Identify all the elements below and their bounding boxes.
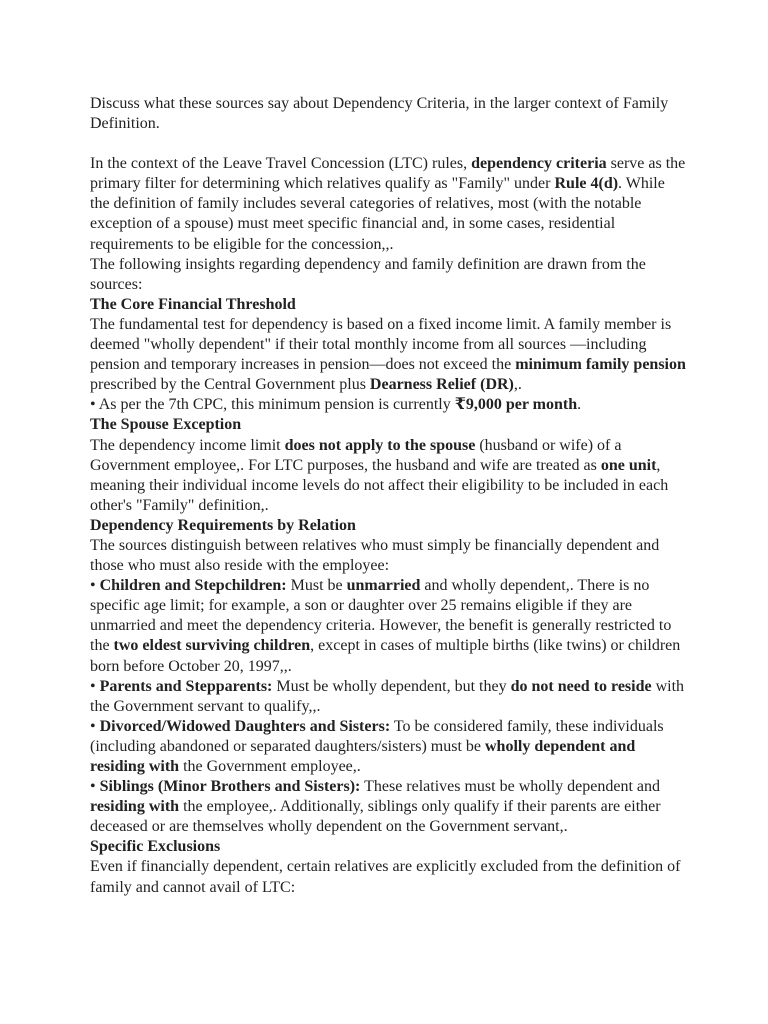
text: ,. bbox=[513, 376, 522, 394]
bold-text: Dearness Relief (DR) bbox=[369, 376, 514, 394]
bold-text: wholly dependent and residing with bbox=[90, 737, 636, 775]
text: In the context of the Leave Travel Concession (LTC) rules, bbox=[90, 155, 472, 173]
heading-dependency-requirements bbox=[90, 516, 686, 536]
text: To be considered family, these individuals (including abandoned or separated daughters/sisters) must be bbox=[90, 717, 664, 755]
bold-text: Children and Stepchildren: bbox=[99, 577, 287, 595]
text: • As per the 7th CPC, this minimum pension is currently bbox=[90, 396, 455, 414]
text: . While the definition of family includes several categories of relatives, most (with the notable exception of a spouse) must meet specific financial and, in some cases, residential requirements to be eligible for the concession,,. bbox=[90, 175, 665, 253]
text: with the Government servant to qualify,,. bbox=[90, 677, 685, 715]
document-body bbox=[90, 94, 686, 898]
bold-text: do not need to reside bbox=[510, 677, 652, 695]
bold-text: minimum family pension bbox=[515, 356, 686, 374]
text: The fundamental test for dependency is based on a fixed income limit. A family member is deemed "wholly dependent" if their total monthly income from all sources —including pension and temporary increases in pension—does not exceed the bbox=[90, 315, 672, 374]
bullet-7th-cpc bbox=[90, 395, 686, 415]
text: Must be bbox=[286, 577, 347, 595]
text: the Government employee,. bbox=[179, 758, 361, 775]
bold-text: residing with bbox=[90, 798, 180, 816]
heading-text: The Core Financial Threshold bbox=[90, 295, 296, 313]
bullet-marker: • bbox=[90, 717, 100, 735]
text: serve as the primary filter for determining which relatives qualify as "Family" under bbox=[90, 155, 686, 193]
bullet-marker: • bbox=[90, 577, 100, 595]
spacer bbox=[90, 134, 686, 154]
paragraph-exclusions: Even if financially dependent, certain relatives are explicitly excluded from the definition of family and cannot avail of LTC: bbox=[90, 858, 681, 896]
text: (husband or wife) of a Government employee,. For LTC purposes, the husband and wife are treated as bbox=[90, 436, 622, 474]
text: The dependency income limit bbox=[90, 436, 285, 454]
intro-question: Discuss what these sources say about Dependency Criteria, in the larger context of Family Definition. bbox=[90, 95, 669, 133]
bold-text: one unit bbox=[600, 456, 657, 474]
bold-text: Rule 4(d) bbox=[554, 175, 619, 193]
text: , meaning their individual income levels do not affect their eligibility to be included in each other's "Family" definition,. bbox=[90, 456, 669, 514]
heading-core-financial-threshold bbox=[90, 295, 686, 315]
text: Must be wholly dependent, but they bbox=[272, 677, 511, 695]
paragraph-ltc-context bbox=[90, 154, 686, 254]
heading-text: The Spouse Exception bbox=[90, 416, 242, 434]
bold-text: Divorced/Widowed Daughters and Sisters: bbox=[99, 717, 391, 735]
bold-text: dependency criteria bbox=[471, 155, 607, 173]
text: These relatives must be wholly dependent and bbox=[360, 778, 660, 796]
heading-text: Specific Exclusions bbox=[90, 838, 221, 856]
bold-text: Parents and Stepparents: bbox=[99, 677, 273, 695]
paragraph-distinguish: The sources distinguish between relatives who must simply be financially dependent and those who must also reside with the employee: bbox=[90, 536, 660, 575]
bullet-siblings bbox=[90, 777, 686, 837]
paragraph-financial-threshold bbox=[90, 315, 686, 395]
bullet-marker: • bbox=[90, 778, 100, 796]
heading-text: Dependency Requirements by Relation bbox=[90, 516, 356, 534]
paragraph-insights-intro: The following insights regarding dependency and family definition are drawn from the sources: bbox=[90, 255, 646, 293]
text: , except in cases of multiple births (like twins) or children born before October 20, 1997,,. bbox=[90, 637, 681, 675]
bold-text: ₹9,000 per month bbox=[454, 396, 578, 414]
bullet-marker: • bbox=[90, 677, 100, 695]
paragraph-spouse bbox=[90, 436, 686, 516]
bullet-parents bbox=[90, 677, 686, 717]
bold-text: does not apply to the spouse bbox=[284, 436, 476, 454]
bold-text: two eldest surviving children bbox=[113, 637, 311, 655]
bullet-daughters-sisters bbox=[90, 717, 686, 777]
heading-specific-exclusions bbox=[90, 837, 686, 857]
bold-text: Siblings (Minor Brothers and Sisters): bbox=[99, 778, 361, 796]
heading-spouse-exception bbox=[90, 415, 686, 435]
text: and wholly dependent,. There is no specific age limit; for example, a son or daughter over 25 remains eligible if they are unmarried and meet the dependency criteria. However, the benefit is generally restricted to the bbox=[90, 577, 672, 655]
bold-text: unmarried bbox=[346, 577, 421, 595]
bullet-children bbox=[90, 576, 686, 676]
text: the employee,. Additionally, siblings only qualify if their parents are either deceased or are themselves wholly dependent on the Government servant,. bbox=[90, 798, 661, 836]
text: . bbox=[577, 396, 582, 414]
text: prescribed by the Central Government plus bbox=[90, 376, 370, 394]
